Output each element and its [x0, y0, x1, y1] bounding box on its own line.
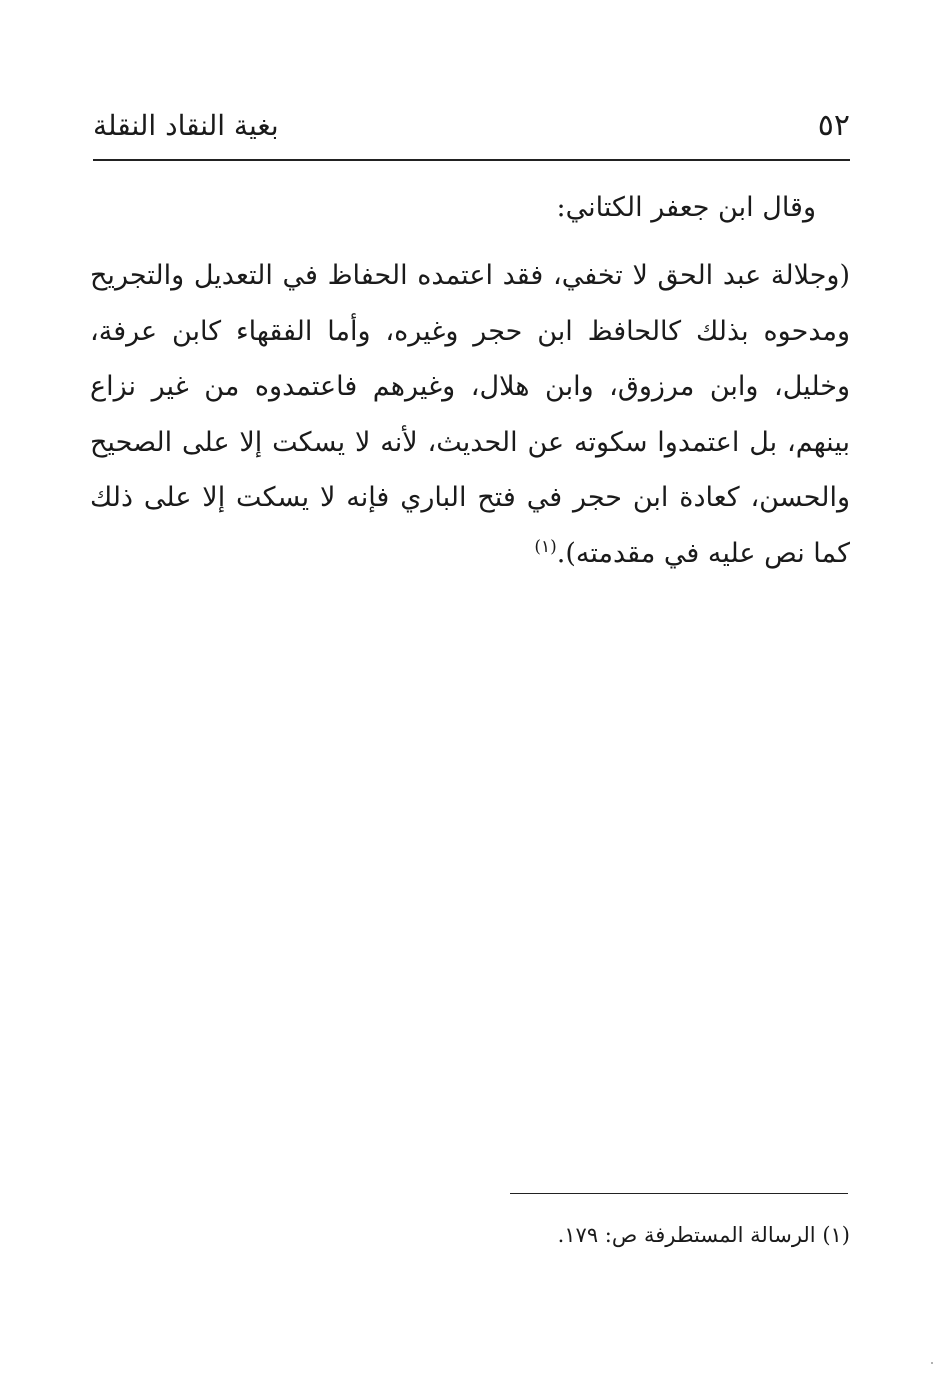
footnote-reference[interactable]: (١): [534, 536, 557, 557]
quotation-text: (وجلالة عبد الحق لا تخفي، فقد اعتمده الحفاظ في التعديل والتجريح ومدحوه بذلك كالحافظ ابن حجر وغيره، وأما الفقهاء كابن عرفة، وخليل، وابن مرزوق، وابن هلال، وغيرهم فاعتمدوه من غير نزاع بينهم، بل اعتمدوا سكوته عن الحديث، لأنه لا يسكت إلا على الصحيح والحسن، كعادة ابن حجر في فتح الباري فإنه لا يسكت إلا على ذلك كما نص عليه في مقدمته).: [90, 260, 850, 569]
footnote-divider: [510, 1193, 848, 1194]
header-divider: [93, 159, 850, 161]
scan-speck: [931, 1362, 933, 1364]
intro-line: وقال ابن جعفر الكتاني:: [556, 192, 816, 223]
footnote: (١) الرسالة المستطرفة ص: ١٧٩.: [557, 1223, 850, 1247]
main-text: [90, 180, 850, 581]
page-header: [93, 98, 850, 148]
running-title: بغية النقاد النقلة: [93, 109, 279, 142]
page-number: ٥٢: [817, 108, 850, 143]
quotation-paragraph: [90, 248, 850, 581]
